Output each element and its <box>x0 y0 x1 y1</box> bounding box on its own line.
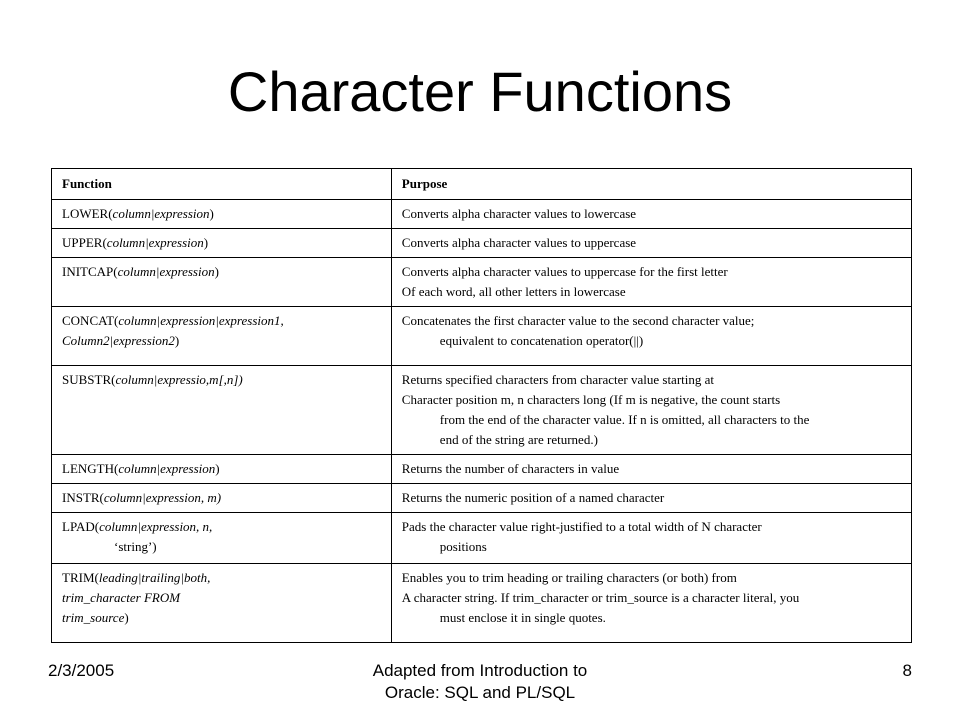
function-cell <box>52 513 392 564</box>
purpose-line: A character string. If trim_character or trim_source is a character literal, you <box>401 590 800 605</box>
function-args-line3: trim_source <box>62 610 125 625</box>
function-close: ) <box>174 333 180 348</box>
table-row <box>52 229 912 258</box>
purpose-line: Pads the character value right-justified to a total width of N character <box>401 519 762 534</box>
function-cell <box>52 200 392 229</box>
purpose-line: from the end of the character value. If n is omitted, all characters to the <box>439 412 810 427</box>
footer-source <box>0 660 960 704</box>
function-name: INITCAP( <box>62 264 118 279</box>
function-args: column|expression <box>112 206 210 221</box>
function-args: column|expression, m) <box>103 490 222 505</box>
purpose-line: Converts alpha character values to uppercase for the first letter <box>401 264 728 279</box>
purpose-line: end of the string are returned.) <box>439 432 598 447</box>
table-row <box>52 564 912 643</box>
footer-source-line: Adapted from Introduction to <box>372 661 588 680</box>
function-args: column|expressio,m[,n]) <box>115 372 243 387</box>
purpose-line: Concatenates the first character value to the second character value; <box>401 313 755 328</box>
purpose-line: positions <box>439 539 487 554</box>
purpose-line: Character position m, n characters long (If m is negative, the count starts <box>401 392 781 407</box>
function-name: LOWER( <box>62 206 113 221</box>
table-row <box>52 366 912 455</box>
purpose-line: Converts alpha character values to uppercase <box>401 235 637 250</box>
purpose-cell <box>391 258 911 307</box>
function-close: ) <box>215 461 220 476</box>
purpose-line: Returns specified characters from character value starting at <box>401 372 715 387</box>
function-cell <box>52 564 392 643</box>
purpose-line: Returns the number of characters in value <box>401 461 620 476</box>
function-cell <box>52 307 392 366</box>
function-close: ) <box>214 264 219 279</box>
function-name: TRIM( <box>62 570 99 585</box>
function-cell <box>52 229 392 258</box>
function-args: column|expression <box>118 461 216 476</box>
function-name: UPPER( <box>62 235 107 250</box>
purpose-line: Of each word, all other letters in lowercase <box>401 284 626 299</box>
function-args: leading|trailing|both, <box>98 570 211 585</box>
purpose-cell <box>391 513 911 564</box>
purpose-cell <box>391 200 911 229</box>
function-cell <box>52 455 392 484</box>
function-args: column|expression <box>106 235 204 250</box>
slide-title: Character Functions <box>227 60 733 123</box>
purpose-cell <box>391 484 911 513</box>
function-close: ) <box>124 610 129 625</box>
purpose-cell <box>391 455 911 484</box>
function-name: CONCAT( <box>62 313 119 328</box>
purpose-line: must enclose it in single quotes. <box>439 610 606 625</box>
footer-date: 2/3/2005 <box>48 661 115 680</box>
function-cell <box>52 366 392 455</box>
purpose-cell <box>391 229 911 258</box>
table-row <box>52 513 912 564</box>
table-row <box>52 484 912 513</box>
purpose-cell <box>391 564 911 643</box>
purpose-cell <box>391 366 911 455</box>
purpose-line: Enables you to trim heading or trailing characters (or both) from <box>401 570 737 585</box>
function-args: column|expression <box>117 264 215 279</box>
table-row <box>52 258 912 307</box>
function-args-line2: Column2|expression2 <box>62 333 175 348</box>
function-cell <box>52 484 392 513</box>
function-args-line2: ‘string’) <box>114 539 157 554</box>
function-args: column|expression|expression1, <box>118 313 284 328</box>
purpose-cell <box>391 307 911 366</box>
table-row <box>52 200 912 229</box>
header-function: Function <box>52 169 392 200</box>
purpose-line: Returns the numeric position of a named character <box>401 490 665 505</box>
purpose-line: Converts alpha character values to lowercase <box>401 206 637 221</box>
purpose-line: equivalent to concatenation operator(||) <box>439 333 644 348</box>
table-header-row <box>52 169 912 200</box>
table-row <box>52 307 912 366</box>
table-row <box>52 455 912 484</box>
function-name: LENGTH( <box>62 461 119 476</box>
character-functions-table <box>51 168 912 643</box>
footer-source-line: Oracle: SQL and PL/SQL <box>384 683 576 702</box>
function-name: SUBSTR( <box>62 372 116 387</box>
function-args: column|expression, n, <box>99 519 213 534</box>
function-close: ) <box>203 235 209 250</box>
header-purpose: Purpose <box>391 169 911 200</box>
function-cell <box>52 258 392 307</box>
function-close: ) <box>209 206 214 221</box>
function-args-line2: trim_character FROM <box>62 590 181 605</box>
function-name: INSTR( <box>62 490 104 505</box>
function-name: LPAD( <box>62 519 100 534</box>
page-number: 8 <box>902 661 912 680</box>
